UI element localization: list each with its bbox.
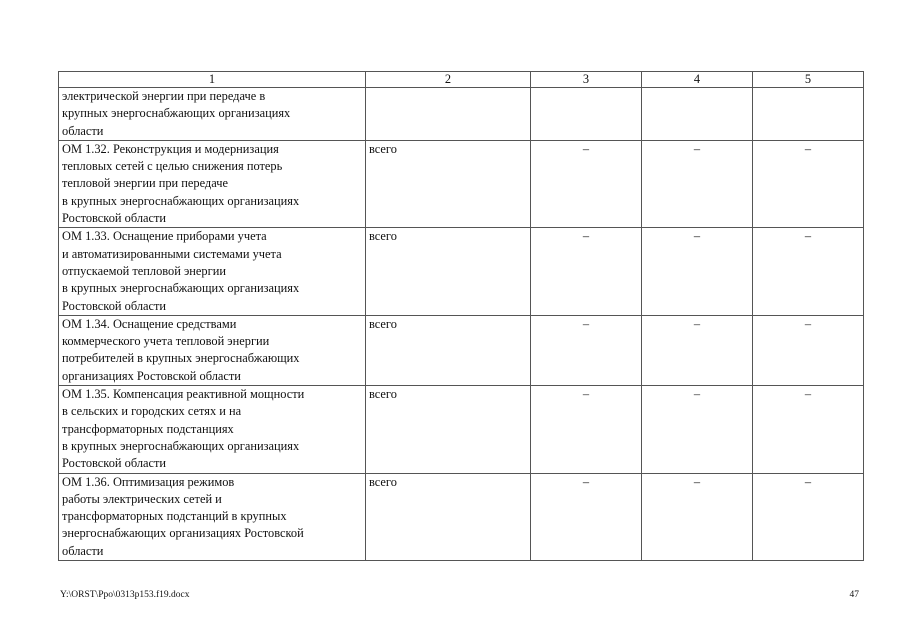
table-row bbox=[59, 88, 864, 141]
measure-description: ОМ 1.34. Оснащение средствами коммерческого учета тепловой энергии потребителей в крупных энергоснабжающих организациях Ростовской области bbox=[59, 315, 366, 385]
measure-description: ОМ 1.32. Реконструкция и модернизация тепловых сетей с целью снижения потерь тепловой энергии при передаче в крупных энергоснабжающих организациях Ростовской области bbox=[59, 140, 366, 227]
funding-source: всего bbox=[366, 386, 531, 473]
value-col5: – bbox=[753, 473, 864, 560]
funding-source: всего bbox=[366, 140, 531, 227]
table-header-row bbox=[59, 72, 864, 88]
value-col4: – bbox=[642, 315, 753, 385]
funding-source: всего bbox=[366, 228, 531, 315]
value-col3 bbox=[531, 88, 642, 141]
header-cell-1: 1 bbox=[59, 72, 366, 88]
value-col5: – bbox=[753, 315, 864, 385]
measure-description: ОМ 1.36. Оптимизация режимов работы электрических сетей и трансформаторных подстанций в крупных энергоснабжающих организациях Ростовской области bbox=[59, 473, 366, 560]
table-row bbox=[59, 473, 864, 560]
header-cell-2: 2 bbox=[366, 72, 531, 88]
funding-source: всего bbox=[366, 473, 531, 560]
value-col3: – bbox=[531, 140, 642, 227]
footer-page-number: 47 bbox=[849, 590, 859, 600]
table-row bbox=[59, 228, 864, 315]
measure-description: ОМ 1.35. Компенсация реактивной мощности в сельских и городских сетях и на трансформаторных подстанциях в крупных энергоснабжающих организациях Ростовской области bbox=[59, 386, 366, 473]
measure-description: ОМ 1.33. Оснащение приборами учета и автоматизированными системами учета отпускаемой тепловой энергии в крупных энергоснабжающих организациях Ростовской области bbox=[59, 228, 366, 315]
header-cell-4: 4 bbox=[642, 72, 753, 88]
header-cell-3: 3 bbox=[531, 72, 642, 88]
value-col4: – bbox=[642, 386, 753, 473]
funding-source bbox=[366, 88, 531, 141]
value-col3: – bbox=[531, 315, 642, 385]
value-col3: – bbox=[531, 473, 642, 560]
table-row bbox=[59, 315, 864, 385]
value-col5: – bbox=[753, 386, 864, 473]
value-col4 bbox=[642, 88, 753, 141]
table-row bbox=[59, 386, 864, 473]
program-table bbox=[58, 71, 864, 561]
value-col4: – bbox=[642, 228, 753, 315]
value-col3: – bbox=[531, 386, 642, 473]
header-cell-5: 5 bbox=[753, 72, 864, 88]
table-row bbox=[59, 140, 864, 227]
value-col5: – bbox=[753, 228, 864, 315]
measure-description: электрической энергии при передаче в крупных энергоснабжающих организациях области bbox=[59, 88, 366, 141]
footer-file-path: Y:\ORST\Ppo\0313p153.f19.docx bbox=[60, 590, 190, 600]
value-col4: – bbox=[642, 140, 753, 227]
value-col5 bbox=[753, 88, 864, 141]
value-col4: – bbox=[642, 473, 753, 560]
value-col3: – bbox=[531, 228, 642, 315]
value-col5: – bbox=[753, 140, 864, 227]
funding-source: всего bbox=[366, 315, 531, 385]
